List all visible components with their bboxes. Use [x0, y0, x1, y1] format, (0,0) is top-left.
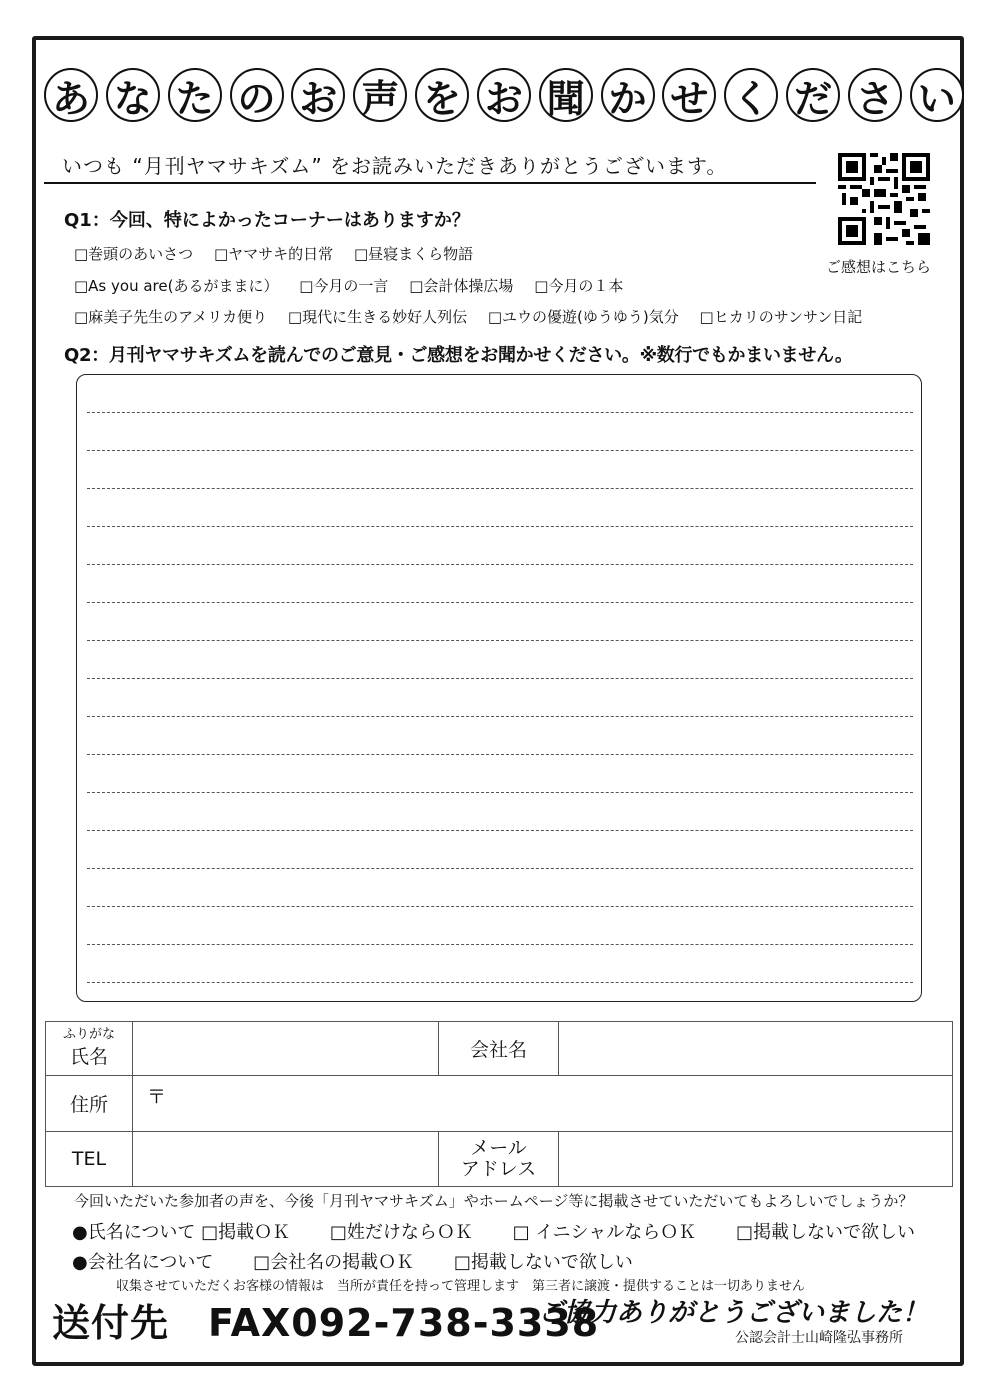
- email-label-cell: [439, 1132, 559, 1187]
- answer-line: [87, 868, 913, 869]
- checkbox-option[interactable]: □昼寝まくら物語: [353, 245, 474, 263]
- address-field[interactable]: [133, 1076, 953, 1132]
- form-title: [44, 68, 964, 124]
- answer-line: [87, 412, 913, 413]
- checkbox-option[interactable]: □今月の一言: [299, 277, 389, 295]
- title-char: お: [291, 68, 345, 122]
- checkbox-option[interactable]: □今月の１本: [534, 277, 624, 295]
- title-char: を: [415, 68, 469, 122]
- answer-line: [87, 488, 913, 489]
- name-label-cell: [46, 1022, 133, 1076]
- consent-company-ok[interactable]: □会社名の掲載ＯＫ: [253, 1252, 415, 1273]
- title-char: な: [106, 68, 160, 122]
- answer-line: [87, 716, 913, 717]
- consent-company-no[interactable]: □掲載しないで欲しい: [453, 1252, 633, 1273]
- answer-line: [87, 754, 913, 755]
- checkbox-option[interactable]: □ヤマサキ的日常: [213, 245, 334, 263]
- consent-initials-ok[interactable]: □ イニシャルならＯＫ: [512, 1222, 697, 1243]
- q1-options-row-1: [74, 243, 489, 264]
- consent-name-ok[interactable]: ●氏名について □掲載ＯＫ: [72, 1222, 291, 1243]
- answer-line: [87, 678, 913, 679]
- contact-form-table: [45, 1021, 953, 1187]
- email-field[interactable]: [559, 1132, 953, 1187]
- answer-line: [87, 640, 913, 641]
- consent-name-row: [72, 1218, 949, 1244]
- title-char: た: [168, 68, 222, 122]
- answer-line: [87, 830, 913, 831]
- q1-options-row-3: [74, 306, 878, 327]
- consent-company-label: ●会社名について: [72, 1252, 214, 1273]
- title-char: く: [724, 68, 778, 122]
- email-label-line-1: メール: [470, 1137, 527, 1159]
- q2-question: Q2：月刊ヤマサキズムを読んでのご意見・ご感想をお聞かせください。※数行でもかまいません。: [64, 345, 853, 366]
- tel-field[interactable]: [133, 1132, 439, 1187]
- intro-underline: [44, 182, 816, 184]
- title-char: の: [230, 68, 284, 122]
- title-char: あ: [44, 68, 98, 122]
- title-char: お: [477, 68, 531, 122]
- answer-line: [87, 792, 913, 793]
- company-label: 会社名: [439, 1022, 559, 1076]
- title-char: い: [910, 68, 964, 122]
- qr-code-icon[interactable]: [838, 153, 930, 245]
- comment-textarea[interactable]: [76, 374, 922, 1002]
- office-name: 公認会計士山崎隆弘事務所: [735, 1330, 903, 1346]
- answer-line: [87, 450, 913, 451]
- name-label: 氏名: [69, 1046, 108, 1068]
- fax-send-to: 送付先 FAX092-738-3338: [52, 1301, 600, 1345]
- answer-line: [87, 602, 913, 603]
- answer-line: [87, 564, 913, 565]
- title-char: さ: [848, 68, 902, 122]
- answer-line: [87, 906, 913, 907]
- checkbox-option[interactable]: □ヒカリのサンサン日記: [699, 308, 863, 326]
- privacy-note: 収集させていただくお客様の情報は 当所が責任を持って管理します 第三者に譲渡・提供することは一切ありません: [116, 1279, 806, 1294]
- checkbox-option[interactable]: □会計体操広場: [409, 277, 514, 295]
- answer-line: [87, 982, 913, 983]
- title-char: 聞: [539, 68, 593, 122]
- address-label: 住所: [46, 1076, 133, 1132]
- checkbox-option[interactable]: □As you are(あるがままに）: [74, 277, 279, 295]
- postal-mark: 〒: [147, 1086, 167, 1108]
- q1-question: Q1：今回、特によかったコーナーはありますか？: [64, 210, 470, 231]
- email-label-line-2: アドレス: [460, 1158, 537, 1180]
- title-char: 声: [353, 68, 407, 122]
- consent-company-row: [72, 1248, 667, 1274]
- consent-surname-ok[interactable]: □姓だけならＯＫ: [329, 1222, 473, 1243]
- title-char: か: [601, 68, 655, 122]
- title-char: せ: [662, 68, 716, 122]
- answer-line: [87, 944, 913, 945]
- checkbox-option[interactable]: □巻頭のあいさつ: [74, 245, 194, 263]
- tel-label: TEL: [46, 1132, 133, 1187]
- thanks-message: ご協力ありがとうございました！: [538, 1298, 929, 1328]
- answer-line: [87, 526, 913, 527]
- furigana-label: ふりがな: [62, 1027, 115, 1042]
- checkbox-option[interactable]: □麻美子先生のアメリカ便り: [74, 308, 268, 326]
- intro-text: いつも “月刊ヤマサキズム” をお読みいただきありがとうございます。: [62, 154, 728, 178]
- company-field[interactable]: [559, 1022, 953, 1076]
- title-char: だ: [786, 68, 840, 122]
- checkbox-option[interactable]: □現代に生きる妙好人列伝: [287, 308, 468, 326]
- qr-caption: ご感想はこちら: [826, 258, 932, 276]
- consent-name-no[interactable]: □掲載しないで欲しい: [735, 1222, 915, 1243]
- checkbox-option[interactable]: □ユウの優遊(ゆうゆう)気分: [487, 308, 679, 326]
- consent-question: 今回いただいた参加者の声を、今後「月刊ヤマサキズム」やホームページ等に掲載させていただいてもよろしいでしょうか？: [74, 1192, 914, 1210]
- name-field[interactable]: [133, 1022, 439, 1076]
- q1-options-row-2: [74, 275, 639, 296]
